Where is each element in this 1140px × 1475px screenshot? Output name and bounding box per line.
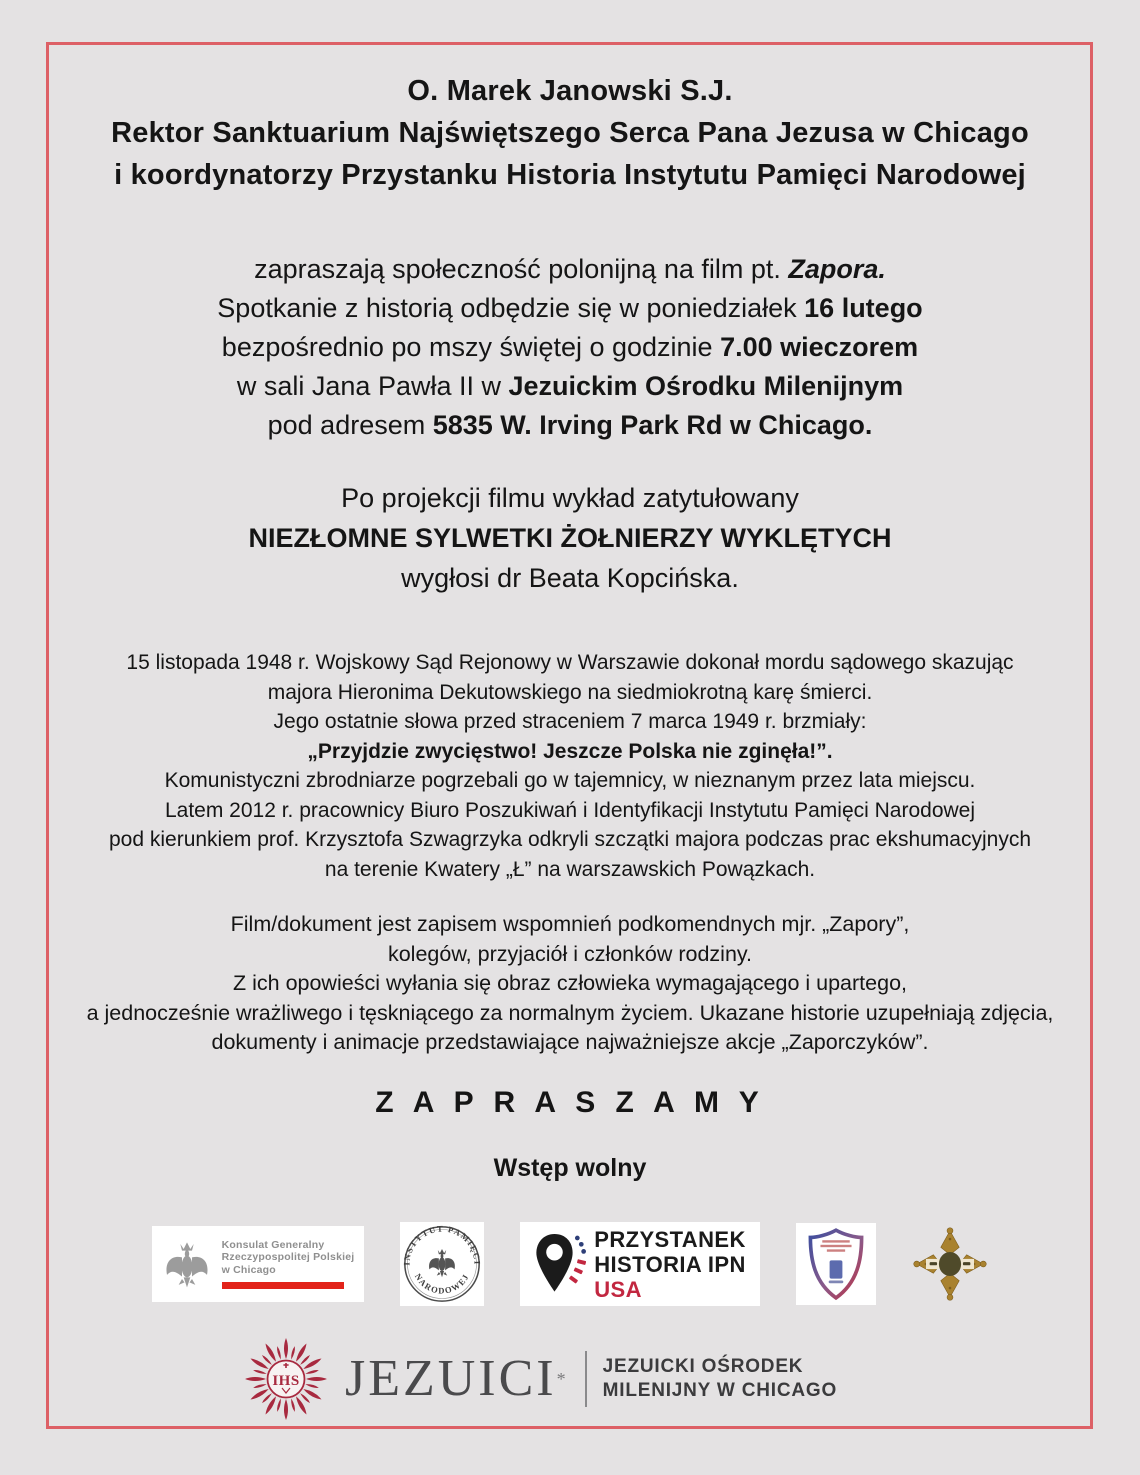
- history-line: Jego ostatnie słowa przed straceniem 7 marca 1949 r. brzmiały:: [273, 710, 867, 733]
- invitation-text: [0, 250, 1140, 445]
- film-line: Z ich opowieści wyłania się obraz człowieka wymagającego i upartego,: [233, 971, 907, 995]
- text-run: bezpośrednio po mszy świętej o godzinie: [221, 332, 721, 362]
- przystanek-logo-text: [594, 1227, 746, 1302]
- history-line: Komunistyczni zbrodniarze pogrzebali go w tajemnicy, w nieznanym przez lata miejscu.: [164, 769, 976, 792]
- venue-name: Jezuickim Ośrodku Milenijnym: [508, 371, 904, 401]
- history-line: pod kierunkiem prof. Krzysztofa Szwagrzyka odkryli szczątki majora podczas prac ekshumacyjnych: [108, 828, 1032, 851]
- lecture-title: NIEZŁOMNE SYLWETKI ŻOŁNIERZY WYKLĘTYCH: [248, 523, 892, 553]
- history-line: 15 listopada 1948 r. Wojskowy Sąd Rejonowy w Warszawie dokonał mordu sądowego skazując: [126, 651, 1014, 674]
- consulate-line-1: Konsulat Generalny: [221, 1238, 325, 1251]
- seal-text-bottom: NARODOWEJ: [412, 1271, 472, 1296]
- jezuici-center-line-2: MILENIJNY W CHICAGO: [602, 1380, 838, 1401]
- free-entry-note: Wstęp wolny: [493, 1154, 647, 1182]
- header-line-2: Rektor Sanktuarium Najświętszego Serca Pana Jezusa w Chicago: [111, 117, 1029, 149]
- ipn-seal-logo: [400, 1222, 484, 1306]
- history-line: Latem 2012 r. pracownicy Biuro Poszukiwań i Identyfikacji Instytutu Pamięci Narodowej: [164, 798, 976, 822]
- partner-logo-strip: [0, 1222, 1140, 1306]
- history-line: na terenie Kwatery „Ł” na warszawskich Powązkach.: [324, 857, 816, 881]
- gold-cross-icon: [913, 1227, 987, 1301]
- invitation-line-4: [0, 367, 1140, 406]
- jezuici-wordmark: [344, 1350, 569, 1407]
- location-pin-icon: [534, 1225, 586, 1303]
- poster-header: [0, 70, 1140, 196]
- text-run: pod adresem: [267, 410, 433, 440]
- history-line: majora Hieronima Dekutowskiego na siedmiokrotną karę śmierci.: [267, 680, 873, 704]
- registered-mark: *: [556, 1369, 569, 1389]
- lecture-announcement: [0, 478, 1140, 598]
- consulate-line-2: Rzeczypospolitej Polskiej: [221, 1251, 355, 1264]
- film-line: dokumenty i animacje przedstawiające najważniejsze akcje „Zaporczyków”.: [211, 1030, 929, 1054]
- lecture-speaker: wygłosi dr Beata Kopcińska.: [401, 563, 739, 593]
- consulate-red-bar: [222, 1282, 344, 1289]
- film-line: kolegów, przyjaciół i członków rodziny.: [387, 941, 753, 966]
- event-date: 16 lutego: [804, 293, 923, 323]
- ihs-sunburst-icon: [243, 1336, 329, 1422]
- invitation-line-3: [0, 328, 1140, 367]
- invitation-line-5: [0, 406, 1140, 445]
- history-quote: „Przyjdzie zwycięstwo! Jeszcze Polska nie zginęła!”.: [307, 739, 833, 763]
- invitation-line-2: [0, 289, 1140, 328]
- consulate-line-3: w Chicago: [221, 1263, 276, 1276]
- film-line: Film/dokument jest zapisem wspomnień podkomendnych mjr. „Zapory”,: [230, 912, 910, 936]
- jezuici-wordmark-text: JEZUICI: [344, 1350, 557, 1407]
- logo-divider: [585, 1351, 587, 1407]
- consulate-logo-text: [222, 1239, 355, 1290]
- film-description: [0, 910, 1140, 1058]
- przystanek-historia-logo: [520, 1222, 760, 1306]
- event-time: 7.00 wieczorem: [720, 332, 919, 362]
- text-run: Spotkanie z historią odbędzie się w poniedziałek: [217, 293, 805, 323]
- gold-cross-emblem-logo: [912, 1226, 988, 1302]
- history-paragraph: [0, 648, 1140, 884]
- jezuici-center-name: [603, 1355, 837, 1403]
- shield-emblem-logo: [796, 1223, 876, 1305]
- ipn-seal-icon: [402, 1224, 482, 1304]
- text-run: w sali Jana Pawła II w: [236, 371, 509, 401]
- film-line: a jednocześnie wrażliwego i tęskniącego za normalnym życiem. Ukazane historie uzupełniają zdjęcia,: [86, 1000, 1054, 1025]
- przystanek-usa: USA: [594, 1276, 642, 1302]
- seal-text-top: INSTYTUT PAMIĘCI: [402, 1224, 482, 1266]
- venue-address: 5835 W. Irving Park Rd w Chicago.: [432, 410, 873, 440]
- jezuici-center-line-1: JEZUICKI OŚRODEK: [602, 1356, 804, 1377]
- film-title: Zapora.: [788, 254, 886, 284]
- header-line-3: i koordynatorzy Przystanku Historia Instytutu Pamięci Narodowej: [114, 159, 1026, 191]
- lecture-intro: Po projekcji filmu wykład zatytułowany: [341, 483, 799, 513]
- closing-invitation: Z A P R A S Z A M Y: [375, 1086, 765, 1119]
- consulate-logo: [152, 1226, 364, 1302]
- jezuici-logo: [0, 1336, 1110, 1422]
- przystanek-line-2: HISTORIA IPN: [594, 1251, 746, 1277]
- shield-icon: [804, 1227, 868, 1301]
- invitation-line-1: [0, 250, 1140, 289]
- ihs-monogram: IHS: [272, 1373, 300, 1389]
- header-line-1: O. Marek Janowski S.J.: [407, 75, 733, 107]
- polish-eagle-icon: [162, 1237, 212, 1291]
- przystanek-line-1: PRZYSTANEK: [594, 1226, 746, 1252]
- text-run: zapraszają społeczność polonijną na film pt.: [254, 254, 789, 284]
